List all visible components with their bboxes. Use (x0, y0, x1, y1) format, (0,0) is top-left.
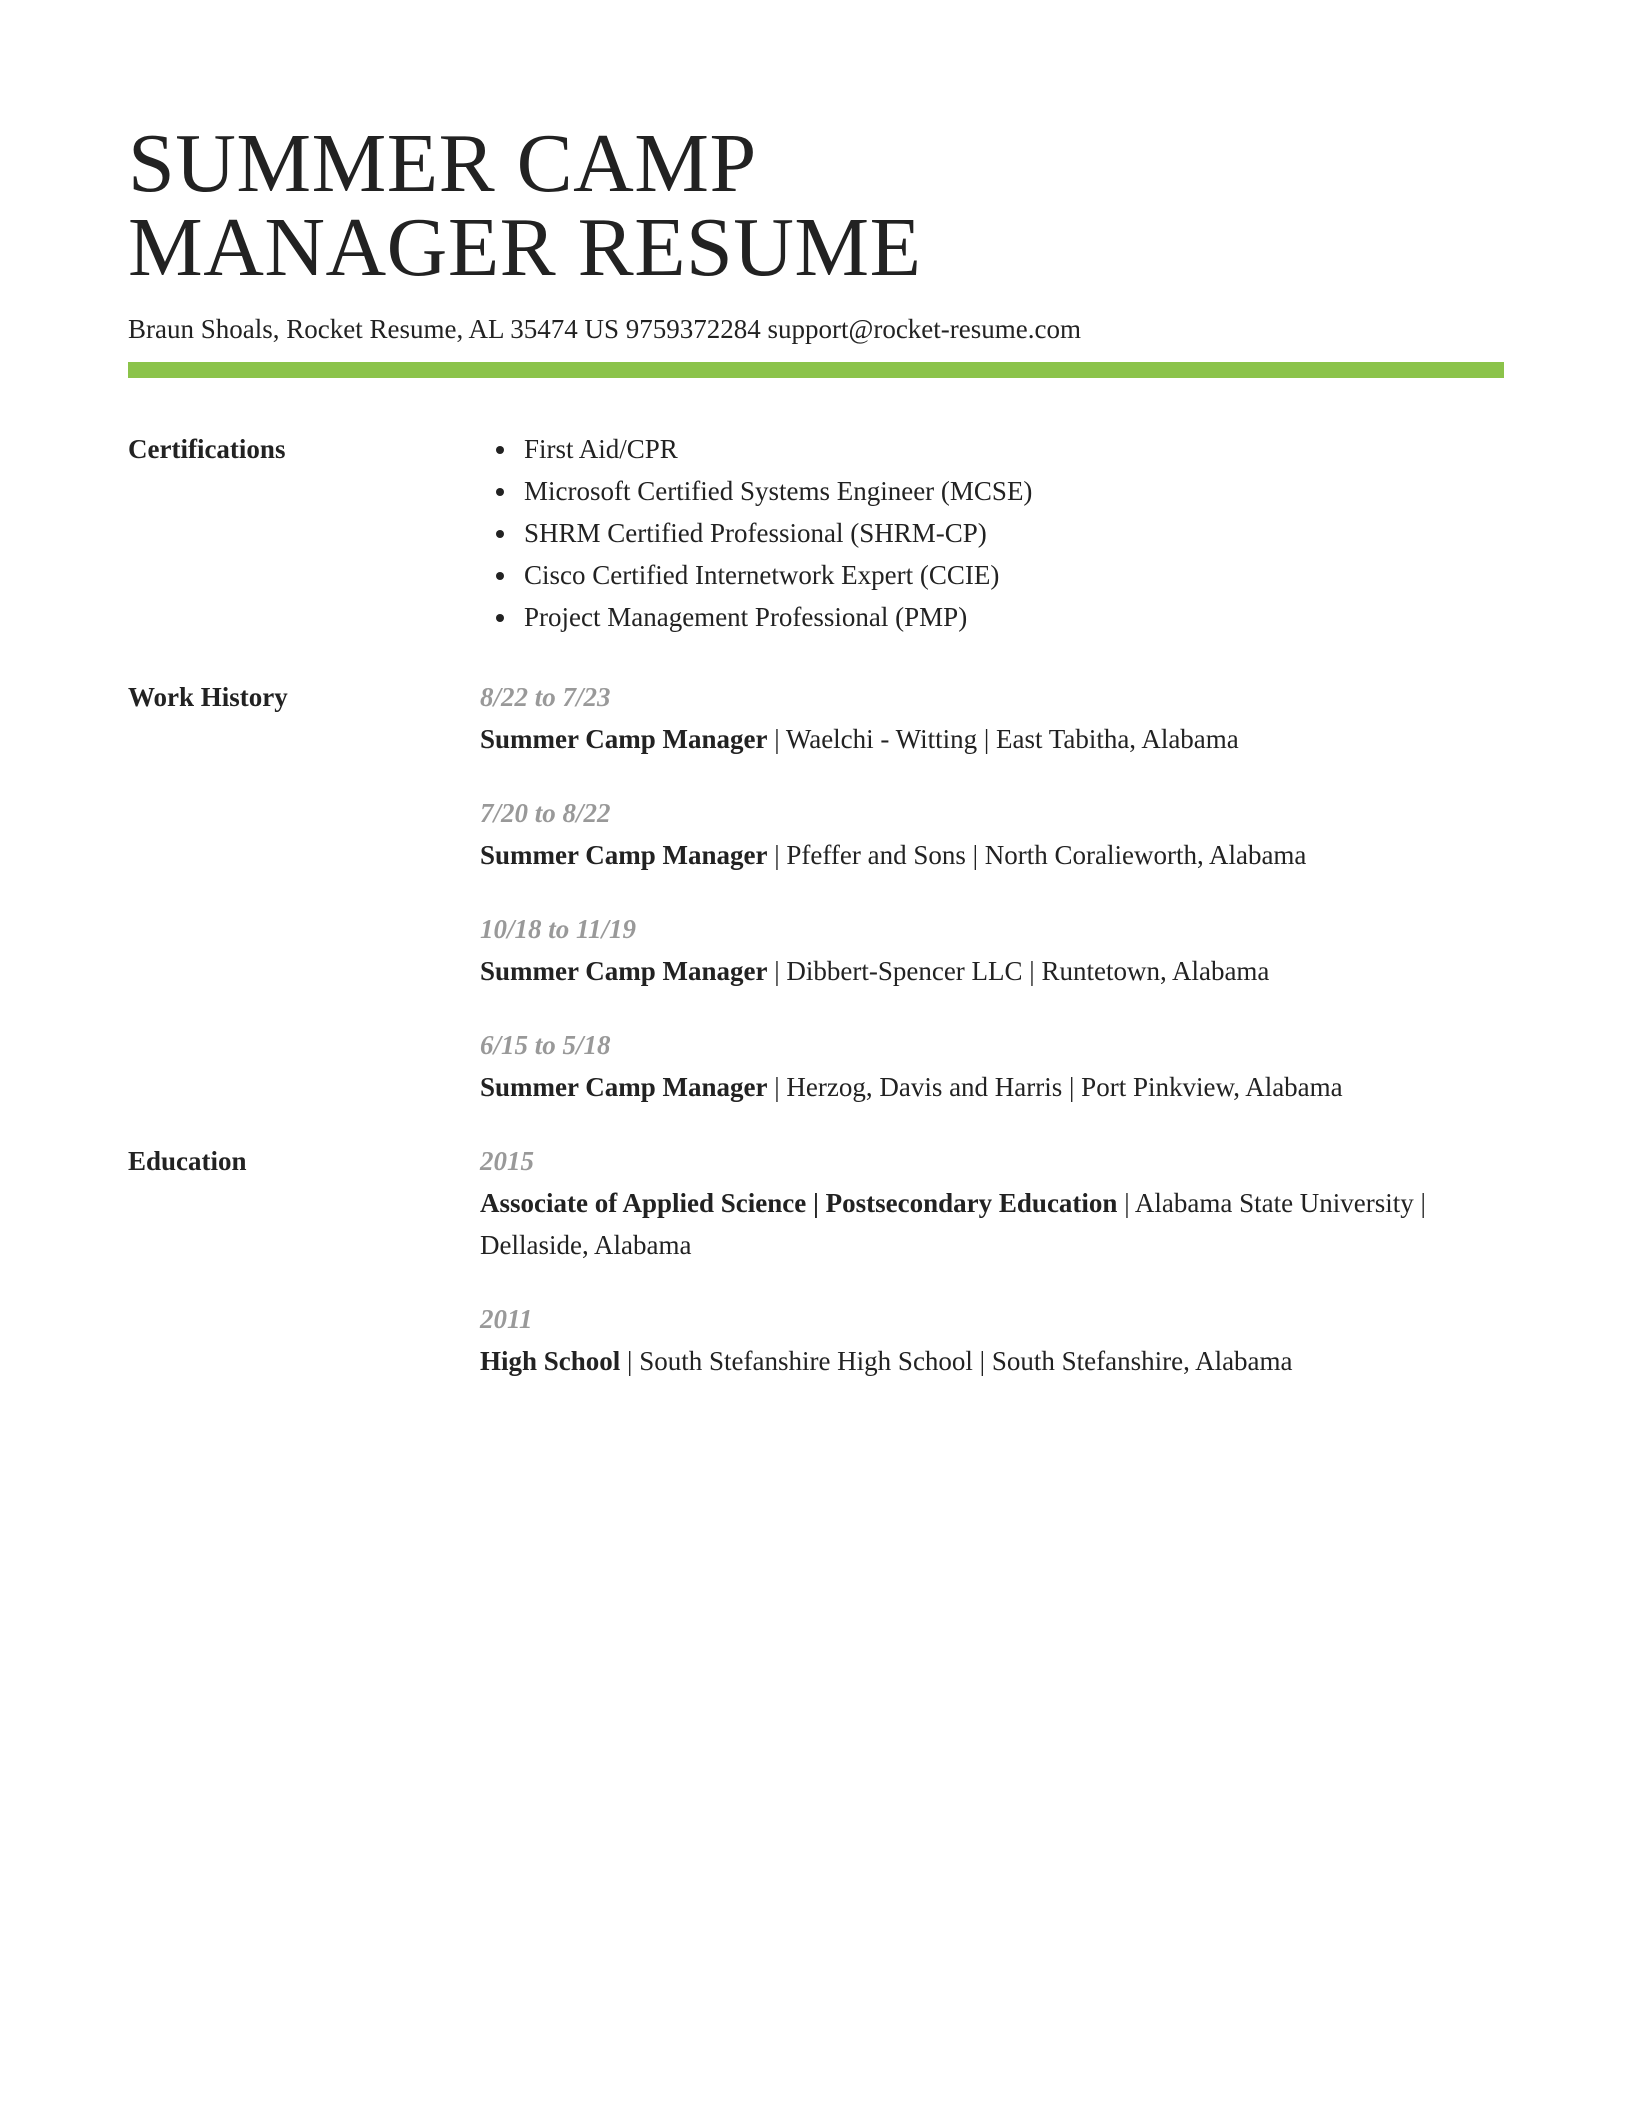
work-entry-details: | Pfeffer and Sons | North Coralieworth, Alabama (767, 840, 1307, 870)
accent-divider (128, 362, 1504, 378)
work-entry-line (480, 1066, 1504, 1108)
work-entry-title: Summer Camp Manager (480, 956, 768, 986)
education-entry-date: 2015 (480, 1146, 534, 1176)
education-section (128, 1140, 1504, 1382)
certification-item: First Aid/CPR (524, 428, 1504, 470)
work-entry-title: Summer Camp Manager (480, 1072, 768, 1102)
resume-title-line-2: MANAGER RESUME (128, 201, 922, 294)
contact-info: Braun Shoals, Rocket Resume, AL 35474 US 9759372284 support@rocket-resume.com (128, 314, 1081, 344)
education-entry-date: 2011 (480, 1304, 533, 1334)
education-entry-details: | Alabama State University | Dellaside, Alabama (480, 1188, 1426, 1260)
work-entry-date: 7/20 to 8/22 (480, 798, 611, 828)
education-entry (480, 1298, 1504, 1382)
work-history-heading: Work History (128, 682, 288, 712)
certification-item: Microsoft Certified Systems Engineer (MCSE) (524, 470, 1504, 512)
work-entry-details: | Herzog, Davis and Harris | Port Pinkview, Alabama (767, 1072, 1343, 1102)
work-entry-title: Summer Camp Manager (480, 724, 768, 754)
education-entry-title: High School (480, 1346, 621, 1376)
certifications-body (480, 428, 1504, 638)
work-entry-line (480, 834, 1504, 876)
work-entry (480, 1024, 1504, 1108)
work-history-section (128, 676, 1504, 1108)
certifications-list (480, 428, 1504, 638)
resume-page (128, 117, 1504, 1382)
resume-title (128, 117, 1504, 294)
certification-item: SHRM Certified Professional (SHRM-CP) (524, 512, 1504, 554)
work-entry (480, 792, 1504, 876)
education-entry-line (480, 1182, 1504, 1266)
education-entry-details: | South Stefanshire High School | South Stefanshire, Alabama (620, 1346, 1293, 1376)
work-entry (480, 676, 1504, 760)
work-entry-title: Summer Camp Manager (480, 840, 768, 870)
certifications-heading: Certifications (128, 434, 286, 464)
work-entry-line (480, 718, 1504, 760)
education-entry-title: Associate of Applied Science | Postsecondary Education (480, 1188, 1118, 1218)
certification-item: Cisco Certified Internetwork Expert (CCIE) (524, 554, 1504, 596)
work-entry-date: 6/15 to 5/18 (480, 1030, 611, 1060)
work-entry-line (480, 950, 1504, 992)
education-body (480, 1140, 1504, 1382)
work-entry (480, 908, 1504, 992)
education-entry (480, 1140, 1504, 1266)
certification-item: Project Management Professional (PMP) (524, 596, 1504, 638)
resume-title-line-1: SUMMER CAMP (128, 117, 757, 210)
work-entry-date: 10/18 to 11/19 (480, 914, 637, 944)
work-entry-details: | Waelchi - Witting | East Tabitha, Alabama (767, 724, 1239, 754)
education-heading: Education (128, 1146, 247, 1176)
education-entry-line (480, 1340, 1504, 1382)
work-entry-details: | Dibbert-Spencer LLC | Runtetown, Alabama (767, 956, 1270, 986)
work-entry-date: 8/22 to 7/23 (480, 682, 611, 712)
work-history-body (480, 676, 1504, 1108)
certifications-section (128, 428, 1504, 638)
